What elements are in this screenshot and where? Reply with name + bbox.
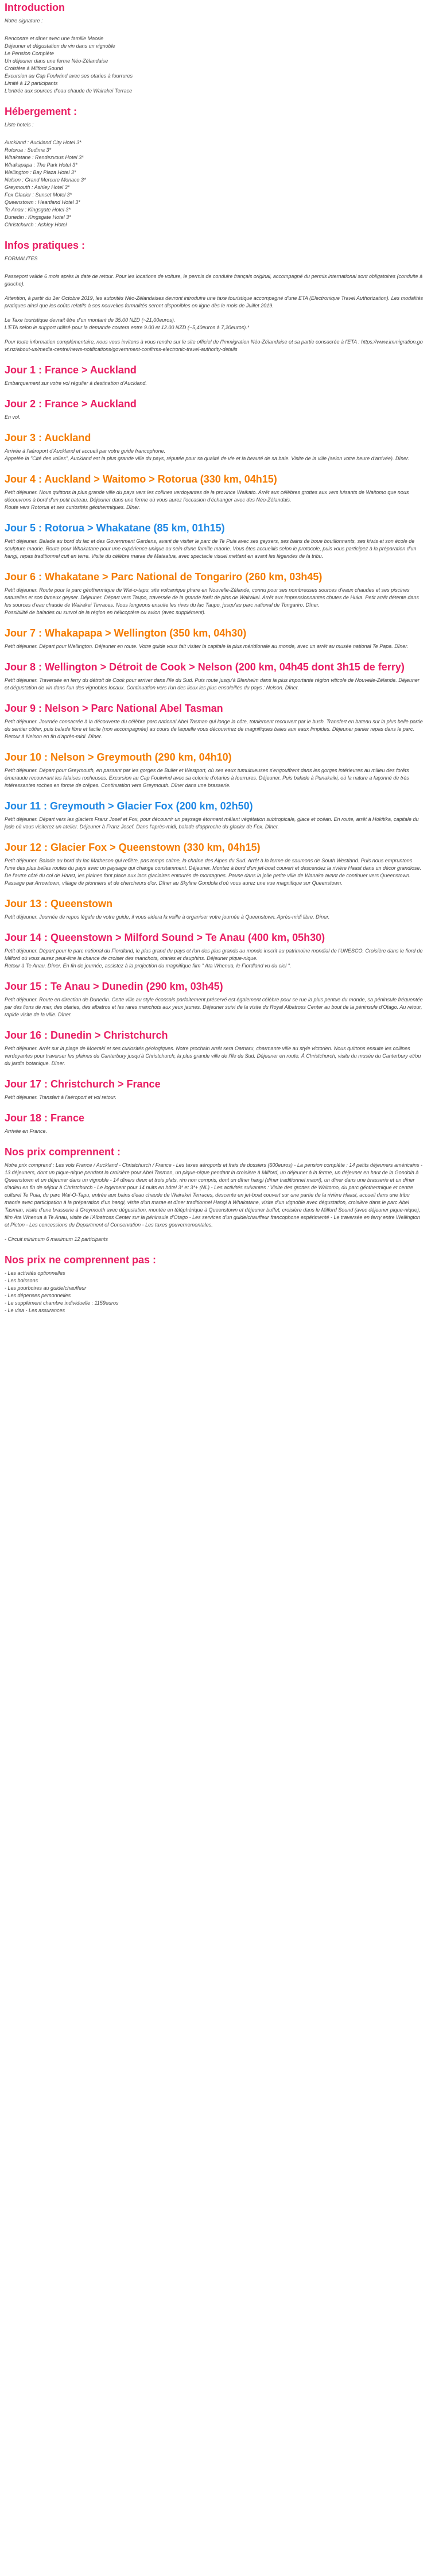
- signature-item: Rencontre et dîner avec une famille Maorie: [5, 36, 104, 41]
- exclude-item: - Le visa - Les assurances: [5, 1308, 65, 1313]
- day-description: En vol.: [5, 414, 21, 420]
- day-heading: Jour 13 : Queenstown: [5, 898, 113, 909]
- day-heading: Jour 15 : Te Anau > Dunedin (290 km, 03h45): [5, 981, 223, 992]
- hotels-subtitle: Liste hotels :: [5, 122, 34, 128]
- intro-section: [5, 0, 424, 95]
- practical-paragraph: Passeport valide 6 mois après la date de retour. Pour les locations de voiture, le permis de conduire français original, accompagné du permis international sont obligatoires (conduite à gauche).: [5, 273, 423, 287]
- day-section: [5, 930, 424, 970]
- exclude-list: [5, 1270, 424, 1314]
- signature-item: Déjeuner et dégustation de vin dans un vignoble: [5, 43, 115, 49]
- day-heading: Jour 11 : Greymouth > Glacier Fox (200 km, 02h50): [5, 800, 253, 812]
- hotels-section: [5, 104, 424, 229]
- day-section: [5, 626, 424, 650]
- day-description: Petit déjeuner. Journée de repos légale de votre guide, il vous aidera la veille à organiser votre journée à Queenstown. Après-midi libre. Dîner.: [5, 914, 330, 920]
- hotel-item: Wellington : Bay Plaza Hotel 3*: [5, 169, 76, 175]
- prices-include-section: [5, 1144, 424, 1243]
- day-section: [5, 1110, 424, 1135]
- hotel-item: Auckland : Auckland City Hotel 3*: [5, 140, 81, 145]
- day-description: Petit déjeuner. Route pour le parc géothermique de Wai-o-tapu, site volcanique phare en Nouvelle-Zélande, connu pour ses nombreuses sources d'eaux chaudes et ses piscines naturelles et son fameux geyser. Déjeuner. Départ vers Taupo, traversée de la grande forêt de pins de Wairakei. Arrêt aux impressionnantes chutes de Huka. Petit arrêt détente dans les sources d'eau chaude de Wairakei Terraces. Nous longeons ensuite les rives du lac Taupo, jusqu'au parc national de Tongariro. Dîner. Possibilité de balades ou survol de la région en hélicoptère ou avion (avec supplément).: [5, 587, 419, 615]
- intro-heading: Introduction: [5, 2, 65, 13]
- day-section: [5, 520, 424, 560]
- signature-item: L'entrée aux sources d'eau chaude de Wairakei Terrace: [5, 88, 133, 94]
- day-heading: Jour 4 : Auckland > Waitomo > Rotorua (330 km, 04h15): [5, 473, 277, 485]
- day-description: Petit déjeuner. Balade au bord du lac et des Government Gardens, avant de visiter le parc de Te Puia avec ses geysers, ses bains de boue bouillonnants, ses kiwis et son école de sculpture maorie. Route pour Whakatane pour une expérience unique au sein d'une famille maorie. Vous êtes accueillis selon le protocole, puis vous participez à la préparation d'un hangi, repas traditionnel cuit en terre. Visite du célèbre marae de Mataatua, avec spectacle visuel mettant en avant les légendes de la tribu.: [5, 538, 417, 559]
- practical-heading: Infos pratiques :: [5, 240, 86, 251]
- day-section: [5, 1028, 424, 1067]
- day-heading: Jour 2 : France > Auckland: [5, 398, 137, 410]
- day-section: [5, 660, 424, 692]
- exclude-item: - Les dépenses personnelles: [5, 1293, 71, 1298]
- day-description: Petit déjeuner. Départ vers les glaciers Franz Josef et Fox, pour découvrir un paysage étonnant mêlant végétation subtropicale, glace et océan. En route, arrêt à Hokitika, capitale du jade où vous visiterez un atelier. Déjeuner à Franz Josef. Dans l'après-midi, balade d'approche du glacier de Fox. Dîner.: [5, 816, 419, 830]
- hotel-list: [5, 139, 424, 229]
- day-section: [5, 840, 424, 887]
- day-list: [5, 363, 424, 1135]
- hotel-item: Greymouth : Ashley Hotel 3*: [5, 184, 70, 190]
- day-heading: Jour 17 : Christchurch > France: [5, 1078, 161, 1090]
- day-description: Arrivée en France.: [5, 1128, 48, 1134]
- hotel-item: Nelson : Grand Mercure Monaco 3*: [5, 177, 86, 183]
- prices-exclude-section: [5, 1252, 424, 1314]
- day-heading: Jour 3 : Auckland: [5, 432, 91, 444]
- practical-section: [5, 238, 424, 353]
- day-heading: Jour 1 : France > Auckland: [5, 364, 137, 376]
- hotel-item: Te Anau : Kingsgate Hotel 3*: [5, 207, 71, 213]
- signature-item: Un déjeuner dans une ferme Néo-Zélandaise: [5, 58, 108, 64]
- signature-item: Croisière à Milford Sound: [5, 65, 63, 71]
- signature-item: Excursion au Cap Foulwind avec ses otaries à fourrures: [5, 73, 133, 79]
- day-section: [5, 896, 424, 921]
- day-description: Embarquement sur votre vol régulier à destination d'Auckland.: [5, 380, 147, 386]
- practical-paragraph: Attention, à partir du 1er Octobre 2019, les autorités Néo-Zélandaises devront introduire une taxe touristique accompagné d'une ETA (Electronique Travel Authorization). Les modalités pratiques ainsi que les coûts relatifs à ses nouvelles formalités seront disponibles en ligne dès le mois de Juillet 2019.: [5, 295, 424, 308]
- exclude-item: - Les activités optionnelles: [5, 1270, 65, 1276]
- day-description: Petit déjeuner. Route en direction de Dunedin. Cette ville au style écossais parfaitement préservé est également célèbre pour se rue la plus pentue du monde, sa péninsule fréquentée par des lions de mer, des otaries, des albatros et les rares manchots aux yeux jaunes. Déjeuner suivi de la visite du Royal Albatross Center au bout de la péninsule d'Otago. Au retour, rapide visite de la ville. Dîner.: [5, 997, 423, 1017]
- day-section: [5, 430, 424, 462]
- day-description: Arrivée à l'aéroport d'Auckland et accueil par votre guide francophone. Appelée la "Cité des voiles", Auckland est la plus grande ville du pays, réputée pour sa qualité de vie et la beauté de sa baie. Visite de la ville (selon votre heure d'arrivée). Dîner.: [5, 448, 410, 461]
- day-heading: Jour 12 : Glacier Fox > Queenstown (330 km, 04h15): [5, 842, 261, 853]
- day-section: [5, 799, 424, 831]
- exclude-item: - Les boissons: [5, 1278, 38, 1283]
- day-section: [5, 979, 424, 1019]
- day-heading: Jour 14 : Queenstown > Milford Sound > Te Anau (400 km, 05h30): [5, 932, 325, 943]
- signature-list: [5, 35, 424, 95]
- hotels-heading: Hébergement :: [5, 106, 77, 117]
- intro-subtitle: Notre signature :: [5, 18, 43, 24]
- day-section: [5, 750, 424, 789]
- day-section: [5, 363, 424, 387]
- day-section: [5, 701, 424, 741]
- day-description: Petit déjeuner. Traversée en ferry du détroit de Cook pour arriver dans l'île du Sud. Puis route jusqu'à Blenheim dans la plus importante région viticole de Nouvelle-Zélande. Déjeuner et dégustation de vin dans l'un des vignobles locaux. Continuation vers l'un des lieux les plus ensoleillés du pays : Nelson. Dîner.: [5, 677, 420, 691]
- practical-paragraph: Le Taxe touristique devrait être d'un montant de 35.00 NZD (~21,00euros). L'ETA selon le support utilisé pour la demande coutera entre 9.00 et 12.00 NZD (~5,40euros à 7,20euros).*: [5, 317, 250, 330]
- day-description: Petit déjeuner. Nous quittons la plus grande ville du pays vers les collines verdoyantes de la province Waikato. Arrêt aux célèbres grottes aux vers luisants de Waitomo que nous découvrons à bord d'un petit bateau. Déjeuner dans une ferme où vous aurez l'occasion d'échanger avec des Néo-Zélandais. Route vers Rotorua et ses curiosités géothermiques. Dîner.: [5, 489, 409, 510]
- hotel-item: Queenstown : Heartland Hotel 3*: [5, 199, 80, 205]
- day-description: Petit déjeuner. Arrêt sur la plage de Moeraki et ses curiosités géologiques. Notre prochain arrêt sera Oamaru, charmante ville au style victorien. Nous quittons ensuite les collines verdoyantes pour traverser les plaines du Canterbury jusqu'à Christchurch, la plus grande ville de l'île du Sud. Déjeuner en route. À Christchurch, visite du musée du Canterbury et/ou du jardin botanique. Dîner.: [5, 1046, 421, 1066]
- day-section: [5, 472, 424, 511]
- signature-item: Limité à 12 participants: [5, 80, 58, 86]
- hotel-item: Christchurch : Ashley Hotel: [5, 222, 67, 227]
- hotel-item: Fox Glacier : Sunset Motel 3*: [5, 192, 72, 198]
- signature-item: Le Pension Complète: [5, 51, 55, 56]
- hotel-item: Dunedin : Kingsgate Hotel 3*: [5, 214, 71, 220]
- day-description: Petit déjeuner. Transfert à l'aéroport et vol retour.: [5, 1094, 116, 1100]
- day-heading: Jour 5 : Rotorua > Whakatane (85 km, 01h15): [5, 522, 225, 534]
- day-section: [5, 396, 424, 421]
- exclude-item: - Le supplément chambre individuelle : 1159euros: [5, 1300, 119, 1306]
- prices-include-heading: Nos prix comprennent :: [5, 1146, 121, 1158]
- day-heading: Jour 18 : France: [5, 1112, 85, 1124]
- hotel-item: Rotorua : Sudima 3*: [5, 147, 52, 153]
- hotel-item: Whakatane : Rendezvous Hotel 3*: [5, 155, 84, 160]
- day-description: Petit déjeuner. Balade au bord du lac Matheson qui reflète, pas temps calme, la chaîne des Alpes du Sud. Arrêt à la ferme de saumons de South Westland. Puis nous empruntons l'une des plus belles routes du pays avec un paysage qui change constamment. Déjeuner. Montez à bord d'un jet-boat couvert et descendez la rivière Haast dans un décor grandiose. De l'autre côté du col de Haast, les plaines font place aux lacs glaciaires entourés de montagnes. Pause dans la jolie petite ville de Wanaka avant de continuer vers Queenstown. Passage par Arrowtown, village de pionniers et de chercheurs d'or. Dîner au Skyline Gondola d'où vous aurez une vue magnifique sur Queenstown.: [5, 858, 422, 886]
- day-description: Petit déjeuner. Départ pour le parc national du Fiordland, le plus grand du pays et l'un des plus grands au monde inscrit au patrimoine mondial de l'UNESCO. Croisière dans le fiord de Milford où vous aurez peut-être la chance de croiser des manchots, otaries et dauphins. Déjeuner pique-nique. Retour à Te Anau. Dîner. En fin de journée, assistez à la projection du magnifique film " Ata Whenua, le Fiordland vu du ciel ".: [5, 948, 423, 969]
- practical-paragraph: Pour toute information complémentaire, nous vous invitons à vous rendre sur le site officiel de l'Immigration Néo-Zélandaise et sa partie consacrée à l'ETA : https://www.immigration.govt.nz/about-us/media-centre/news-notifications/government-confirms-electronic-travel-authority-details: [5, 339, 423, 352]
- exclude-item: - Les pourboires au guide/chauffeur: [5, 1285, 87, 1291]
- day-section: [5, 1077, 424, 1101]
- day-heading: Jour 7 : Whakapapa > Wellington (350 km, 04h30): [5, 627, 247, 639]
- day-description: Petit déjeuner. Journée consacrée à la découverte du célèbre parc national Abel Tasman qui longe la côte, totalement recouvert par le bush. Transfert en bateau sur la plus belle partie du sentier côtier, puis balade libre et facile (non accompagnée) au cours de laquelle vous découvrirez de magnifiques baies aux eaux limpides. Déjeuner panier repas dans le parc. Retour à Nelson en fin d'après-midi. Dîner.: [5, 719, 423, 739]
- participants-note: - Circuit minimum 6 maximum 12 participants: [5, 1236, 108, 1242]
- day-heading: Jour 6 : Whakatane > Parc National de Tongariro (260 km, 03h45): [5, 571, 323, 583]
- day-description: Petit déjeuner. Départ pour Greymouth, en passant par les gorges de Buller et Westport, où ses eaux tumultueuses s'engouffrent dans les gorges intérieures au milieu des forêts émeraude recouvrant les falaises rocheuses. Excursion au Cap Foulwind avec sa colonie d'otaries à fourrures. Déjeuner. Puis balade à Punakaiki, où la nature a façonné de très intéressantes roches en forme de crêpes. Continuation vers Greymouth. Dîner dans une brasserie.: [5, 768, 409, 788]
- hotel-item: Whakapapa : The Park Hotel 3*: [5, 162, 77, 168]
- practical-subtitle: FORMALITES: [5, 256, 38, 261]
- prices-exclude-heading: Nos prix ne comprennent pas :: [5, 1254, 157, 1266]
- day-heading: Jour 9 : Nelson > Parc National Abel Tasman: [5, 703, 223, 714]
- day-heading: Jour 10 : Nelson > Greymouth (290 km, 04h10): [5, 751, 232, 763]
- day-heading: Jour 8 : Wellington > Détroit de Cook > Nelson (200 km, 04h45 dont 3h15 de ferry): [5, 661, 405, 673]
- prices-include-text: Notre prix comprend : Les vols France / Auckland - Christchurch / France - Les taxes aéroports et frais de dossiers (600euros) - La pension complète : 14 petits déjeuners américains - 13 déjeuners, dont un pique-nique pendant la croisière pour Abel Tasman, un pique-nique pendant la croisière à Milford, un déjeuner à la ferme, un déjeuner en haut de la Gondola à Queenstown et un déjeuner dans un vignoble - 14 dîners deux et trois plats, rim non compris, dont un dîner hangi (dîner traditionnel maori), un dîner dans une brasserie et un dîner d'adieu en fin de séjour à Christchurch - Le logement pour 14 nuits en hôtel 3* et 3*+ (NL) - Les activités suivantes : Visite des grottes de Waitomo, du parc géothermique et centre culturel Te Puia, du parc Wai-O-Tapu, entrée aux bains d'eau chaude de Wairakei Terraces, descente en jet-boat couvert sur une partie de la rivière Haast, accueil dans une tribu maorie avec participation à la préparation d'un hangi, visite d'un marae et dîner traditionnel Hangi à Whakatane, visite d'un vignoble avec dégustation, croisière dans le parc Abel Tasman, visite d'une brasserie à Greymouth avec dégustation, montée en téléphérique à Queenstown et déjeuner buffet, croisière dans le Milford Sound (avec déjeuner pique-nique), film Ata Whenua à Te Anau, visite de l'Albatross Center sur la péninsule d'Otago - Les services d'un guide/chauffeur francophone expérimenté - Le traversée en ferry entre Wellington et Picton - Les concessions du Department of Conservation - Les taxes gouvernementales.: [5, 1162, 422, 1228]
- day-section: [5, 569, 424, 616]
- day-heading: Jour 16 : Dunedin > Christchurch: [5, 1029, 168, 1041]
- day-description: Petit déjeuner. Départ pour Wellington. Déjeuner en route. Votre guide vous fait visiter la capitale la plus méridionale au monde, avec un arrêt au musée national Te Papa. Dîner.: [5, 643, 409, 649]
